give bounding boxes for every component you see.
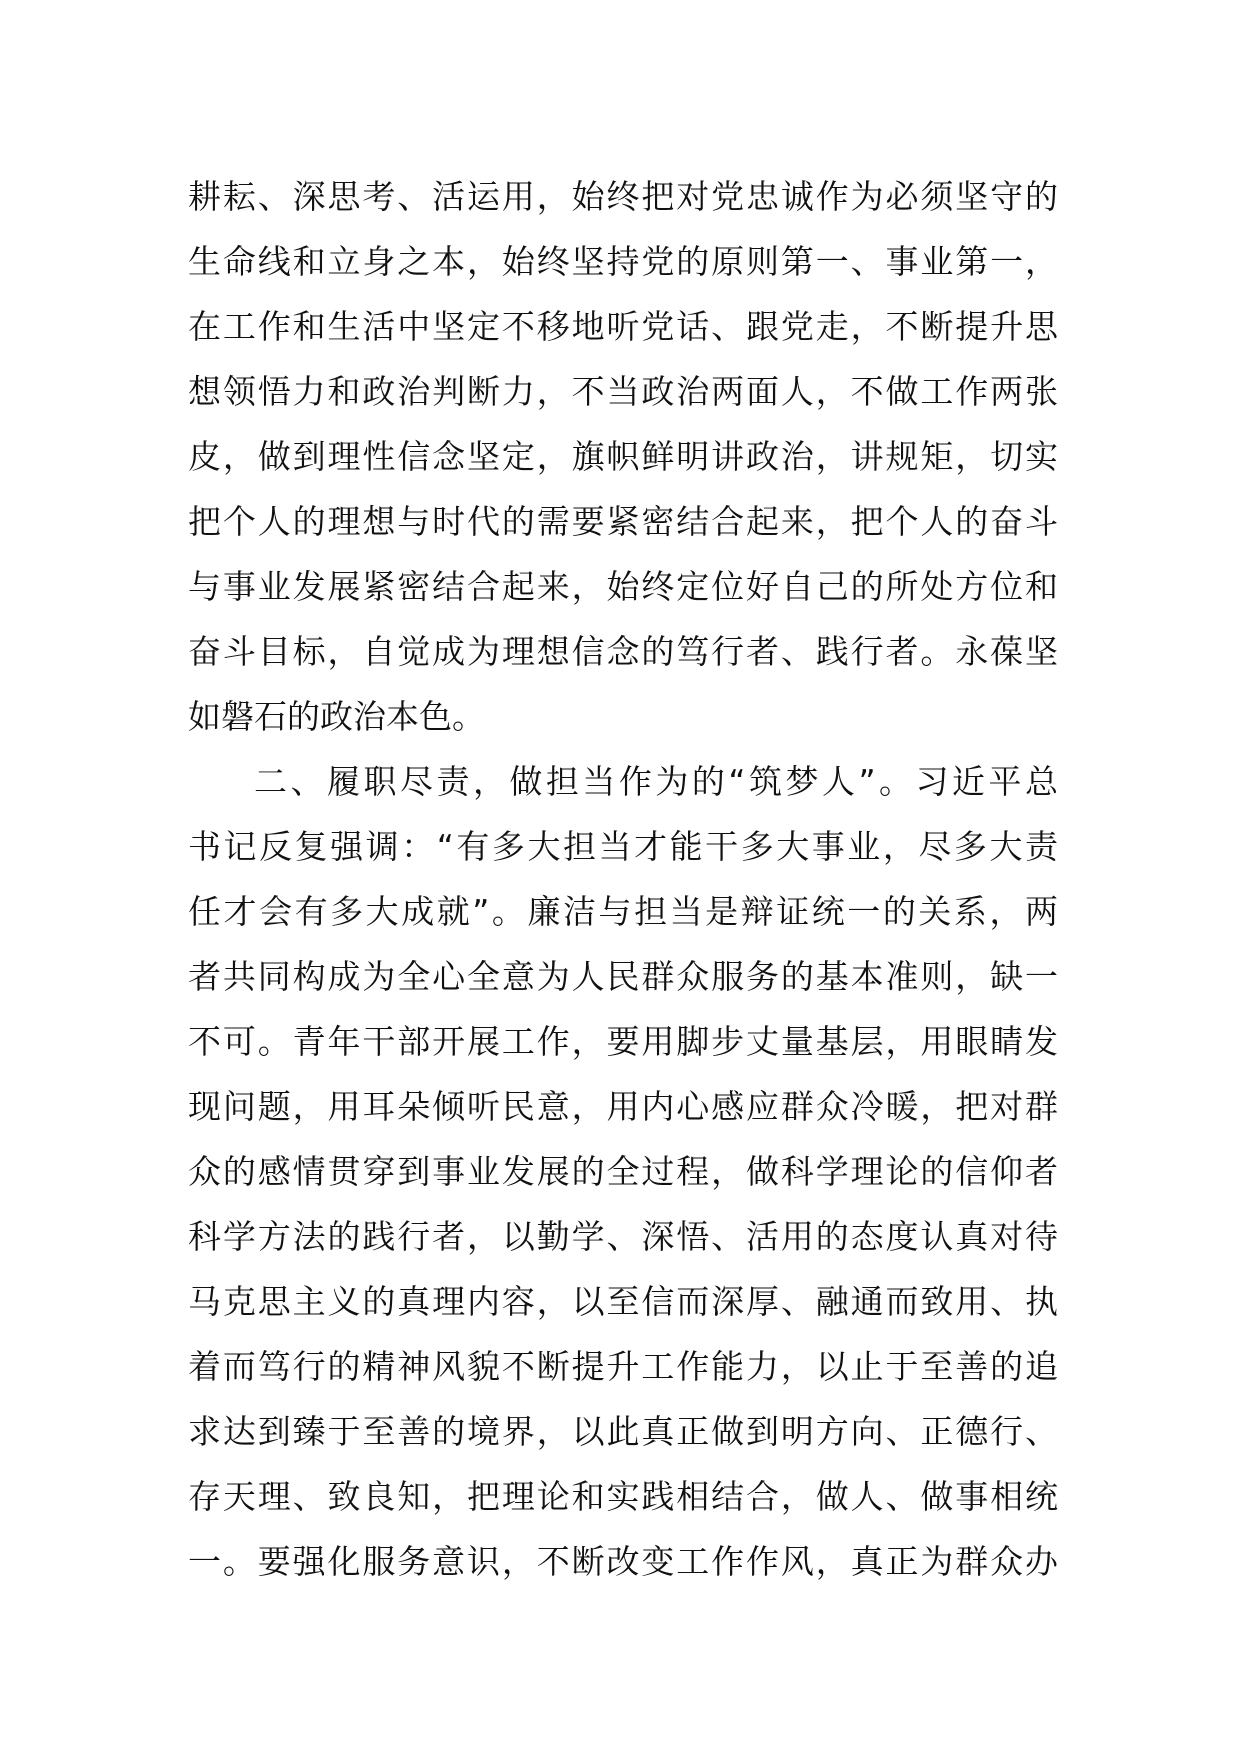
paragraph-1-line-4: 想领悟力和政治判断力，不当政治两面人，不做工作两张 (188, 372, 1058, 411)
paragraph-1-line-3: 在工作和生活中坚定不移地听党话、跟党走，不断提升思 (188, 307, 1058, 346)
body-text (188, 164, 1058, 1594)
paragraph-2-line-2: 书记反复强调：“有多大担当才能干多大事业，尽多大责 (188, 827, 1058, 866)
paragraph-2-line-7: 众的感情贯穿到事业发展的全过程，做科学理论的信仰者 (188, 1152, 1058, 1191)
paragraph-2-line-3: 任才会有多大成就”。廉洁与担当是辩证统一的关系，两 (188, 892, 1058, 931)
paragraph-1-line-7: 与事业发展紧密结合起来，始终定位好自己的所处方位和 (188, 567, 1058, 606)
paragraph-2-line-1: 二、履职尽责，做担当作为的“筑梦人”。习近平总 (254, 762, 1058, 801)
paragraph-2-line-9: 马克思主义的真理内容，以至信而深厚、融通而致用、执 (188, 1282, 1058, 1321)
paragraph-1-line-6: 把个人的理想与时代的需要紧密结合起来，把个人的奋斗 (188, 502, 1058, 541)
paragraph-2-line-11: 求达到臻于至善的境界，以此真正做到明方向、正德行、 (188, 1412, 1058, 1451)
paragraph-2-line-6: 现问题，用耳朵倾听民意，用内心感应群众冷暖，把对群 (188, 1087, 1058, 1126)
paragraph-1-line-9: 如磐石的政治本色。 (188, 697, 485, 736)
paragraph-2-line-5: 不可。青年干部开展工作，要用脚步丈量基层，用眼睛发 (188, 1022, 1058, 1061)
paragraph-2-line-8: 科学方法的践行者，以勤学、深悟、活用的态度认真对待 (188, 1217, 1058, 1256)
paragraph-2-line-4: 者共同构成为全心全意为人民群众服务的基本准则，缺一 (188, 957, 1058, 996)
paragraph-1-line-8: 奋斗目标，自觉成为理想信念的笃行者、践行者。永葆坚 (188, 632, 1058, 671)
paragraph-2-line-12: 存天理、致良知，把理论和实践相结合，做人、做事相统 (188, 1477, 1058, 1516)
paragraph-1-line-5: 皮，做到理性信念坚定，旗帜鲜明讲政治，讲规矩，切实 (188, 437, 1058, 476)
paragraph-1-line-1: 耕耘、深思考、活运用，始终把对党忠诚作为必须坚守的 (188, 177, 1058, 216)
paragraph-1-line-2: 生命线和立身之本，始终坚持党的原则第一、事业第一， (188, 242, 1058, 281)
paragraph-2-line-13: 一。要强化服务意识，不断改变工作作风，真正为群众办 (188, 1542, 1058, 1581)
paragraph-2-line-10: 着而笃行的精神风貌不断提升工作能力，以止于至善的追 (188, 1347, 1058, 1386)
